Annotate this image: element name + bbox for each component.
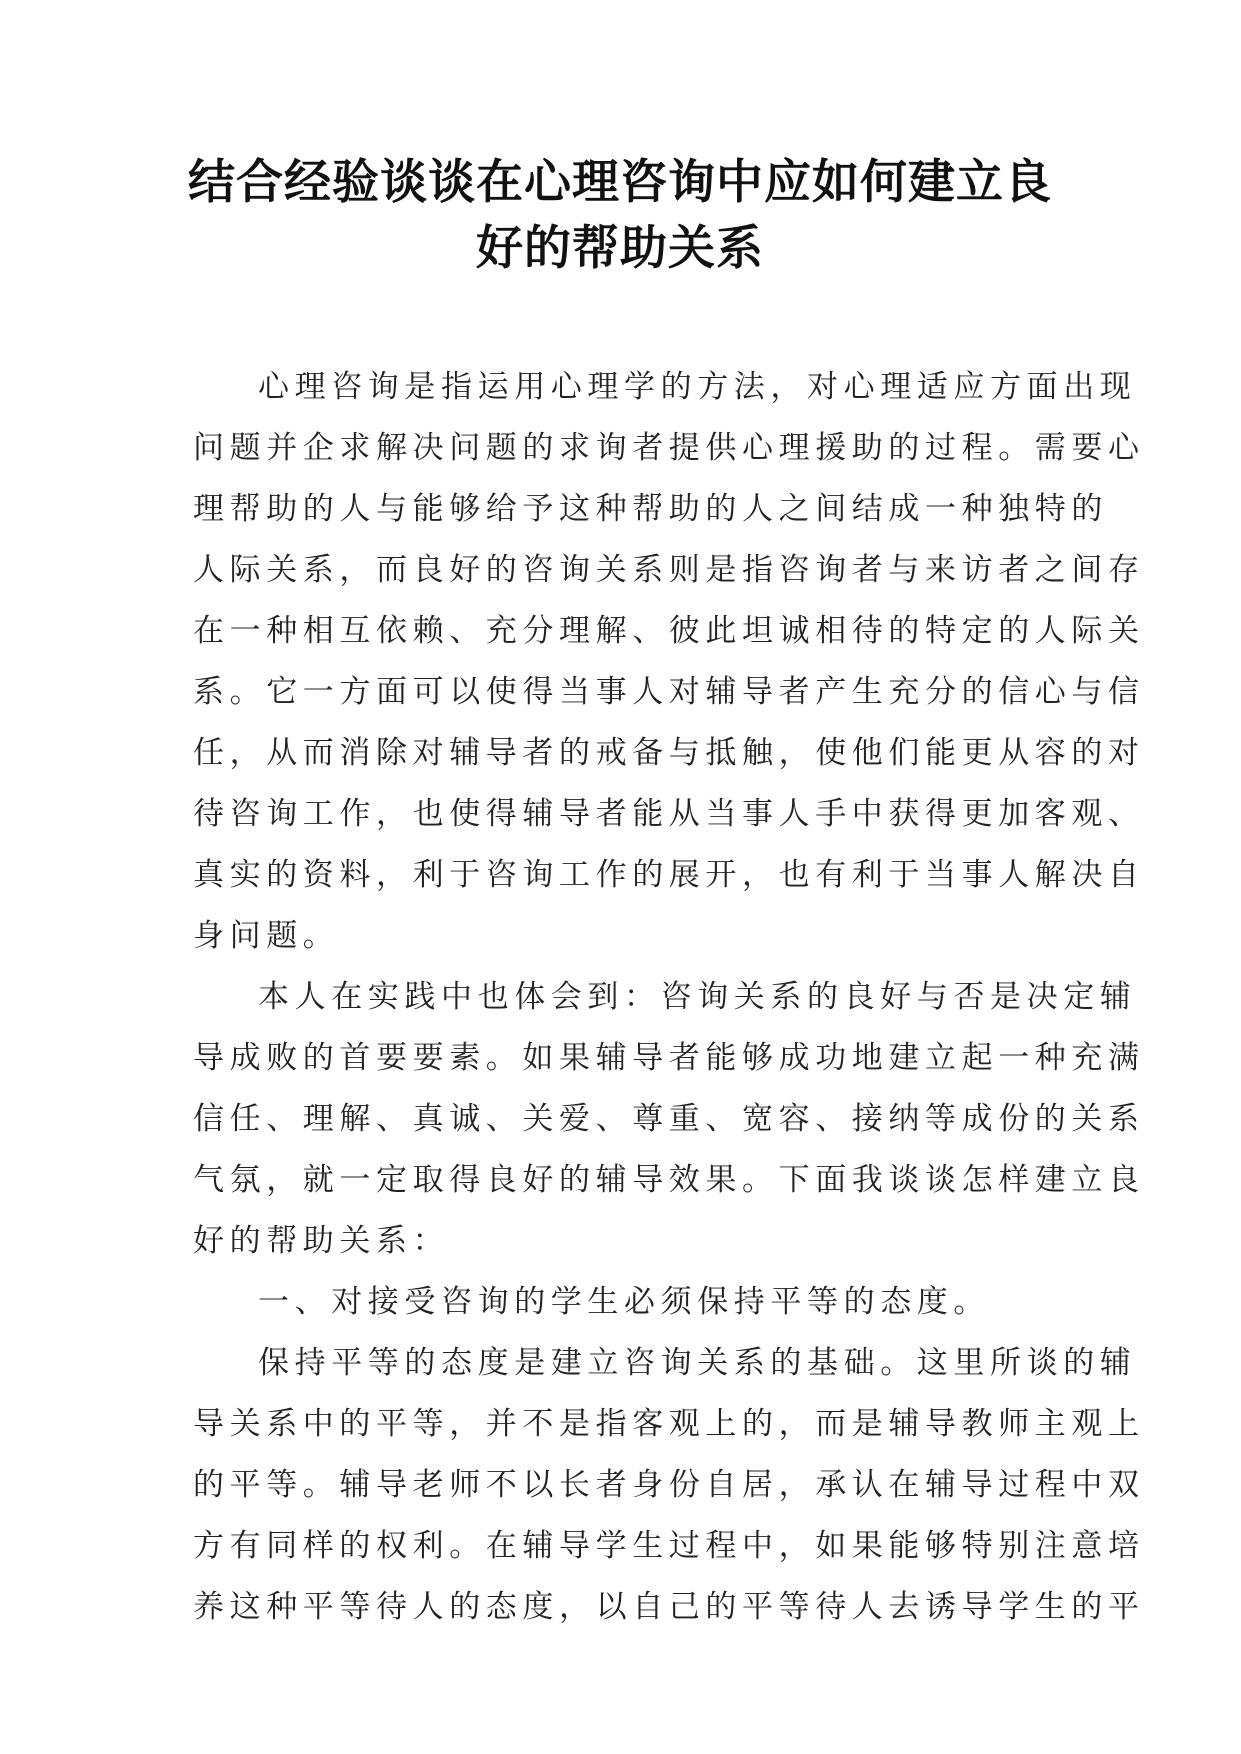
body-line: 真实的资料，利于咨询工作的展开，也有利于当事人解决自 (193, 857, 1145, 893)
body-line: 方有同样的权利。在辅导学生过程中，如果能够特别注意培 (193, 1528, 1145, 1564)
body-line: 保持平等的态度是建立咨询关系的基础。这里所谈的辅 (258, 1345, 1137, 1381)
body-line: 人际关系，而良好的咨询关系则是指咨询者与来访者之间存 (193, 552, 1145, 588)
document-title (160, 150, 1080, 282)
body-line: 理帮助的人与能够给予这种帮助的人之间结成一种独特的 (193, 491, 1108, 527)
title-line-2: 好的帮助关系 (476, 221, 764, 276)
body-line: 本人在实践中也体会到：咨询关系的良好与否是决定辅 (258, 979, 1137, 1015)
body-line: 气氛，就一定取得良好的辅导效果。下面我谈谈怎样建立良 (193, 1162, 1145, 1198)
body-line: 在一种相互依赖、充分理解、彼此坦诚相待的特定的人际关 (193, 613, 1145, 649)
body-line: 养这种平等待人的态度，以自己的平等待人去诱导学生的平 (193, 1589, 1145, 1625)
body-line: 身问题。 (193, 918, 340, 954)
body-line: 心理咨询是指运用心理学的方法，对心理适应方面出现 (258, 369, 1137, 405)
body-line: 任，从而消除对辅导者的戒备与抵触，使他们能更从容的对 (193, 735, 1145, 771)
body-line: 待咨询工作，也使得辅导者能从当事人手中获得更加客观、 (193, 796, 1145, 832)
body-line: 导关系中的平等，并不是指客观上的，而是辅导教师主观上 (193, 1406, 1145, 1442)
body-line: 问题并企求解决问题的求询者提供心理援助的过程。需要心 (193, 430, 1145, 466)
section-heading: 一、对接受咨询的学生必须保持平等的态度。 (258, 1284, 990, 1320)
body-line: 导成败的首要要素。如果辅导者能够成功地建立起一种充满 (193, 1040, 1145, 1076)
body-line: 好的帮助关系： (193, 1223, 450, 1259)
body-line: 的平等。辅导老师不以长者身份自居，承认在辅导过程中双 (193, 1467, 1145, 1503)
body-line: 系。它一方面可以使得当事人对辅导者产生充分的信心与信 (193, 674, 1145, 710)
document-body (193, 357, 1145, 1638)
body-line: 信任、理解、真诚、关爱、尊重、宽容、接纳等成份的关系 (193, 1101, 1145, 1137)
title-line-1: 结合经验谈谈在心理咨询中应如何建立良 (188, 155, 1052, 210)
